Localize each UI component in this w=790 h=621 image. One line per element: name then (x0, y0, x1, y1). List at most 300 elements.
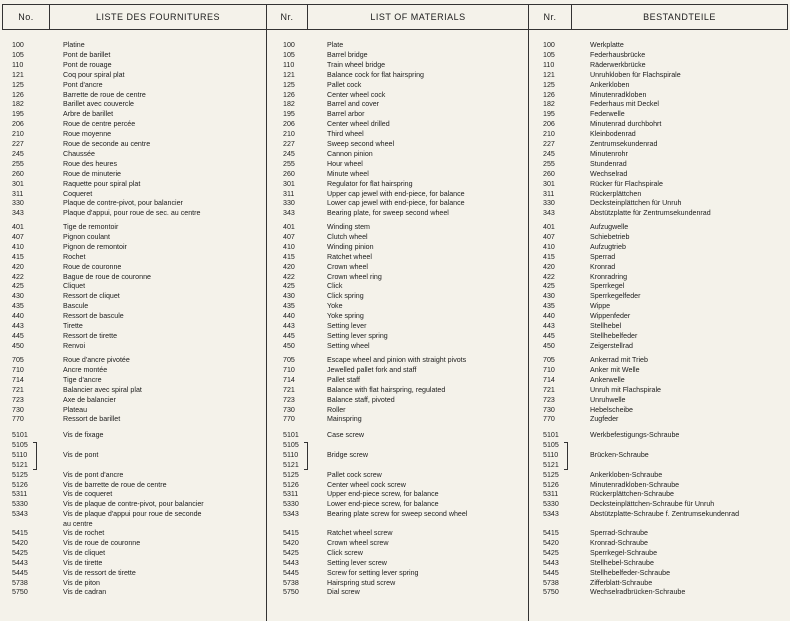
fr-part-number: 5311 (12, 490, 28, 499)
en-part-name: Center wheel cock screw (327, 480, 406, 489)
de-group-bracket (564, 442, 568, 470)
en-part-number: 330 (283, 199, 295, 208)
de-part-name: Rückerplättchen (590, 189, 642, 198)
fr-part-number: 5110 (12, 450, 28, 459)
en-part-name: Setting lever screw (327, 558, 387, 567)
fr-part-name: Vis de cliquet (63, 548, 106, 557)
fr-part-number: 415 (12, 252, 24, 261)
de-part-number: 422 (543, 272, 555, 281)
fr-part-name: Roue de couronne (63, 262, 122, 271)
fr-part-name: Ressort de tirette (63, 331, 118, 340)
en-part-number: 705 (283, 356, 295, 364)
de-part-name: Wechselrad (590, 169, 628, 178)
de-part-number: 5121 (543, 460, 559, 469)
fr-part-number: 445 (12, 331, 24, 340)
de-part-name: Aufzugtrieb (590, 242, 626, 251)
en-part-number: 430 (283, 292, 295, 301)
fr-part-number: 5330 (12, 500, 28, 509)
fr-part-number: 705 (12, 356, 24, 364)
en-part-number: 206 (283, 120, 295, 129)
de-part-name: Zifferblatt-Schraube (590, 578, 653, 587)
en-part-name: Balance staff, pivoted (327, 395, 395, 404)
fr-part-number: 210 (12, 130, 24, 139)
fr-part-name: Rochet (63, 252, 86, 261)
de-part-number: 5425 (543, 548, 559, 557)
en-part-name: Bearing plate screw for sweep second wheel (327, 510, 468, 519)
en-part-name: Hour wheel (327, 159, 363, 168)
en-part-name: Winding pinion (327, 242, 374, 251)
de-part-number: 401 (543, 223, 555, 231)
de-part-name: Sperrkegelfeder (590, 292, 641, 301)
en-part-number: 182 (283, 100, 295, 109)
en-part-number: 415 (283, 252, 295, 261)
fr-part-name: Chaussée (63, 149, 95, 158)
en-part-number: 5126 (283, 480, 299, 489)
de-part-number: 410 (543, 242, 555, 251)
de-part-number: 330 (543, 199, 555, 208)
fr-part-name: Roue moyenne (63, 130, 112, 139)
en-part-number: 227 (283, 140, 295, 148)
en-part-name: Pallet cock (327, 80, 362, 89)
en-part-name: Lower end-piece screw, for balance (327, 500, 439, 509)
de-part-number: 110 (543, 60, 555, 69)
en-part-number: 5110 (283, 450, 299, 459)
de-part-name: Federhausbrücke (590, 50, 646, 59)
fr-part-number: 5121 (12, 460, 28, 469)
fr-part-number: 5105 (12, 440, 28, 449)
header-fr-number: No. (2, 4, 50, 30)
fr-part-number: 125 (12, 80, 24, 89)
de-part-name: Sperrad-Schraube (590, 529, 648, 537)
de-part-name: Minutenrad durchbohrt (590, 120, 662, 129)
de-part-number: 435 (543, 302, 555, 311)
fr-part-name: Ancre montée (63, 365, 108, 374)
de-part-name: Ankerkloben (590, 80, 630, 89)
de-part-number: 245 (543, 149, 555, 158)
de-part-number: 5105 (543, 440, 559, 449)
de-part-name: Rücker für Flachspirale (590, 179, 663, 188)
header-en-title: LIST OF MATERIALS (307, 4, 529, 30)
en-part-number: 5101 (283, 431, 299, 439)
fr-part-number: 5738 (12, 578, 28, 587)
de-part-number: 126 (543, 90, 555, 99)
de-part-name: Unruhkloben für Flachspirale (590, 70, 681, 79)
en-part-name: Balance cock for flat hairspring (327, 70, 424, 79)
en-part-name: Crown wheel (327, 262, 369, 271)
fr-part-name: Plateau (63, 405, 88, 414)
de-part-number: 255 (543, 159, 555, 168)
de-part-number: 227 (543, 140, 555, 148)
en-part-number: 5330 (283, 500, 299, 509)
en-part-name: Minute wheel (327, 169, 369, 178)
en-part-number: 5121 (283, 460, 299, 469)
en-part-name: Upper cap jewel with end-piece, for balance (327, 189, 465, 198)
en-part-name: Ratchet wheel screw (327, 529, 393, 537)
fr-part-name: Plaque d'appui, pour roue de sec. au centre (63, 209, 201, 218)
de-part-name: Räderwerkbrücke (590, 60, 646, 69)
en-part-name: Lower cap jewel with end-piece, for balance (327, 199, 465, 208)
fr-part-name: Pignon coulant (63, 232, 110, 241)
fr-part-name: Bague de roue de couronne (63, 272, 151, 281)
en-part-number: 105 (283, 50, 295, 59)
en-part-number: 410 (283, 242, 295, 251)
fr-part-number: 420 (12, 262, 24, 271)
en-part-number: 5738 (283, 578, 299, 587)
fr-part-number: 182 (12, 100, 24, 109)
en-part-name: Barrel arbor (327, 110, 365, 119)
de-part-name: Rückerplättchen-Schraube (590, 490, 674, 499)
column-divider (528, 30, 529, 621)
en-part-name: Setting wheel (327, 341, 370, 350)
en-part-number: 435 (283, 302, 295, 311)
header-en-number: Nr. (266, 4, 308, 30)
en-part-number: 730 (283, 405, 295, 414)
en-part-name: Train wheel bridge (327, 60, 386, 69)
header-de-title: BESTANDTEILE (571, 4, 788, 30)
de-part-number: 100 (543, 41, 555, 49)
fr-part-number: 770 (12, 415, 24, 424)
de-part-name: Abstützplatte-Schraube f. Zentrumsekundenrad (590, 510, 740, 519)
de-part-number: 415 (543, 252, 555, 261)
de-part-name: Werkbefestigungs-Schraube (590, 431, 680, 439)
fr-part-number: 5415 (12, 529, 28, 537)
en-part-name: Sweep second wheel (327, 140, 395, 148)
de-part-number: 343 (543, 209, 555, 218)
en-part-name: Escape wheel and pinion with straight pivots (327, 356, 467, 364)
de-part-number: 311 (543, 189, 555, 198)
fr-part-number: 301 (12, 179, 24, 188)
de-part-number: 260 (543, 169, 555, 178)
en-part-number: 401 (283, 223, 295, 231)
de-part-name: Federhaus mit Deckel (590, 100, 659, 109)
fr-part-name: Ressort de cliquet (63, 292, 120, 301)
en-part-number: 110 (283, 60, 295, 69)
fr-part-number: 343 (12, 209, 24, 218)
fr-part-name: Vis de cadran (63, 588, 107, 597)
fr-part-number: 5101 (12, 431, 28, 439)
de-part-number: 714 (543, 375, 555, 384)
de-part-name: Zugfeder (590, 415, 619, 424)
de-part-number: 182 (543, 100, 555, 109)
en-part-name: Pallet cock screw (327, 470, 382, 479)
de-part-number: 705 (543, 356, 555, 364)
en-part-number: 770 (283, 415, 295, 424)
en-part-number: 5420 (283, 538, 299, 547)
en-part-name: Mainspring (327, 415, 362, 424)
fr-part-name: Vis de rochet (63, 529, 105, 537)
fr-part-name: Vis de barrette de roue de centre (63, 480, 167, 489)
en-part-number: 125 (283, 80, 295, 89)
en-part-name: Cannon pinion (327, 149, 373, 158)
de-part-number: 770 (543, 415, 555, 424)
fr-part-number: 5125 (12, 470, 28, 479)
de-part-name: Wippenfeder (590, 312, 631, 321)
de-part-number: 730 (543, 405, 555, 414)
en-part-number: 301 (283, 179, 295, 188)
de-part-name: Wechselradbrücken-Schraube (590, 588, 686, 597)
en-part-number: 5750 (283, 588, 299, 597)
de-part-number: 206 (543, 120, 555, 129)
de-part-number: 5125 (543, 470, 559, 479)
en-part-name: Click screw (327, 548, 363, 557)
fr-part-name: Platine (63, 41, 85, 49)
fr-part-number: 430 (12, 292, 24, 301)
de-part-name: Zentrumsekundenrad (590, 140, 658, 148)
fr-part-number: 195 (12, 110, 24, 119)
en-part-number: 255 (283, 159, 295, 168)
en-part-number: 210 (283, 130, 295, 139)
de-part-name: Aufzugwelle (590, 223, 629, 231)
en-part-number: 5125 (283, 470, 299, 479)
fr-part-name: Vis de plaque de contre-pivot, pour balancier (63, 500, 204, 509)
en-part-name: Case screw (327, 431, 365, 439)
fr-part-number: 5445 (12, 568, 28, 577)
en-part-name: Screw for setting lever spring (327, 568, 419, 577)
en-part-number: 440 (283, 312, 295, 321)
fr-part-name: Tirette (63, 322, 83, 330)
fr-part-name: Plaque de contre-pivot, pour balancier (63, 199, 183, 208)
fr-part-number: 407 (12, 232, 24, 241)
fr-part-name: Roue de minuterie (63, 169, 121, 178)
en-part-number: 311 (283, 189, 295, 198)
de-part-name: Stellhebel (590, 322, 622, 330)
de-part-number: 5101 (543, 431, 559, 439)
en-part-name: Third wheel (327, 130, 364, 139)
fr-part-number: 5443 (12, 558, 28, 567)
en-group-bracket (304, 442, 308, 470)
en-part-name: Setting lever spring (327, 331, 388, 340)
fr-part-name: Vis de roue de couronne (63, 538, 141, 547)
en-part-number: 407 (283, 232, 295, 241)
fr-part-number: 401 (12, 223, 24, 231)
en-part-name: Ratchet wheel (327, 252, 372, 261)
fr-part-name: Vis de pont d'ancre (63, 470, 124, 479)
fr-part-name: Vis de piton (63, 578, 100, 587)
fr-part-number: 260 (12, 169, 24, 178)
fr-part-number: 110 (12, 60, 24, 69)
de-part-number: 440 (543, 312, 555, 321)
de-part-number: 5445 (543, 568, 559, 577)
fr-part-name: Coqueret (63, 189, 93, 198)
en-part-number: 420 (283, 262, 295, 271)
fr-part-number: 730 (12, 405, 24, 414)
de-part-name: Werkplatte (590, 41, 624, 49)
en-part-name: Click spring (327, 292, 364, 301)
de-part-number: 5420 (543, 538, 559, 547)
fr-part-name: Vis de pont (63, 450, 99, 459)
de-part-number: 5415 (543, 529, 559, 537)
fr-part-number: 126 (12, 90, 24, 99)
en-part-name: Center wheel cock (327, 90, 386, 99)
en-part-name: Crown wheel screw (327, 538, 389, 547)
fr-part-number: 723 (12, 395, 24, 404)
en-part-name: Bearing plate, for sweep second wheel (327, 209, 449, 218)
de-part-name: Stellhebelfeder-Schraube (590, 568, 671, 577)
de-part-name: Stundenrad (590, 159, 627, 168)
en-part-number: 126 (283, 90, 295, 99)
fr-group-bracket (33, 442, 37, 470)
de-part-name: Minutenrohr (590, 149, 628, 158)
column-divider (266, 30, 267, 621)
en-part-number: 710 (283, 365, 295, 374)
fr-part-name: Vis de tirette (63, 558, 103, 567)
fr-part-number: 425 (12, 282, 24, 291)
de-part-number: 710 (543, 365, 555, 374)
fr-part-number: 710 (12, 365, 24, 374)
fr-part-name: Barrette de roue de centre (63, 90, 146, 99)
en-part-number: 195 (283, 110, 295, 119)
en-part-number: 425 (283, 282, 295, 291)
de-part-number: 450 (543, 341, 555, 350)
de-part-name: Sperrad (590, 252, 616, 261)
fr-part-number: 410 (12, 242, 24, 251)
en-part-number: 450 (283, 341, 295, 350)
fr-part-name: Pont de rouage (63, 60, 112, 69)
fr-part-number: 227 (12, 140, 24, 148)
fr-part-number: 5126 (12, 480, 28, 489)
fr-part-name: Ressort de bascule (63, 312, 124, 321)
en-part-name: Pallet staff (327, 375, 360, 384)
de-part-number: 301 (543, 179, 555, 188)
en-part-number: 5311 (283, 490, 299, 499)
en-part-name: Regulator for flat hairspring (327, 179, 413, 188)
en-part-number: 714 (283, 375, 295, 384)
de-part-number: 721 (543, 385, 555, 394)
fr-part-number: 330 (12, 199, 24, 208)
de-part-number: 723 (543, 395, 555, 404)
de-part-name: Brücken-Schraube (590, 450, 649, 459)
de-part-name: Minutenradkloben-Schraube (590, 480, 680, 489)
en-part-number: 443 (283, 322, 295, 330)
en-part-number: 5105 (283, 440, 299, 449)
en-part-number: 721 (283, 385, 295, 394)
de-part-name: Kronradring (590, 272, 628, 281)
de-part-number: 407 (543, 232, 555, 241)
en-part-name: Hairspring stud screw (327, 578, 396, 587)
de-part-number: 125 (543, 80, 555, 89)
fr-part-number: 5425 (12, 548, 28, 557)
de-part-number: 420 (543, 262, 555, 271)
de-part-name: Decksteinplättchen für Unruh (590, 199, 682, 208)
en-part-number: 260 (283, 169, 295, 178)
de-part-name: Ankerwelle (590, 375, 625, 384)
de-part-number: 5343 (543, 510, 559, 519)
de-part-name: Sperrkegel-Schraube (590, 548, 658, 557)
de-part-number: 430 (543, 292, 555, 301)
de-part-number: 121 (543, 70, 555, 79)
en-part-name: Barrel bridge (327, 50, 368, 59)
en-part-number: 343 (283, 209, 295, 218)
fr-part-number: 714 (12, 375, 24, 384)
fr-part-name: Pont de barillet (63, 50, 111, 59)
fr-part-name: Vis de fixage (63, 431, 104, 439)
fr-part-name: Ressort de barillet (63, 415, 121, 424)
de-part-name: Stellhebelfeder (590, 331, 638, 340)
fr-part-name: Roue d'ancre pivotée (63, 356, 130, 364)
fr-part-number: 100 (12, 41, 24, 49)
en-part-name: Setting lever (327, 322, 367, 330)
en-part-number: 5445 (283, 568, 299, 577)
en-part-number: 723 (283, 395, 295, 404)
fr-part-number: 435 (12, 302, 24, 311)
en-part-number: 5443 (283, 558, 299, 567)
de-part-name: Hebelscheibe (590, 405, 633, 414)
fr-part-name: Renvoi (63, 341, 86, 350)
de-part-number: 5311 (543, 490, 559, 499)
de-part-number: 443 (543, 322, 555, 330)
de-part-name: Ankerkloben-Schraube (590, 470, 663, 479)
en-part-number: 445 (283, 331, 295, 340)
fr-part-name: Tige d'ancre (63, 375, 102, 384)
en-part-name: Balance with flat hairspring, regulated (327, 385, 446, 394)
de-part-number: 5443 (543, 558, 559, 567)
de-part-number: 195 (543, 110, 555, 119)
de-part-number: 5750 (543, 588, 559, 597)
de-part-number: 445 (543, 331, 555, 340)
en-part-number: 245 (283, 149, 295, 158)
de-part-number: 105 (543, 50, 555, 59)
en-part-number: 121 (283, 70, 295, 79)
de-part-name: Sperrkegel (590, 282, 625, 291)
en-part-number: 422 (283, 272, 295, 281)
en-part-name: Barrel and cover (327, 100, 380, 109)
en-part-number: 5343 (283, 510, 299, 519)
en-part-number: 5425 (283, 548, 299, 557)
de-part-number: 5330 (543, 500, 559, 509)
de-part-name: Minutenradkloben (590, 90, 647, 99)
fr-part-number: 422 (12, 272, 24, 281)
de-part-number: 5126 (543, 480, 559, 489)
de-part-name: Federwelle (590, 110, 625, 119)
de-part-number: 210 (543, 130, 555, 139)
de-part-name: Zeigerstellrad (590, 341, 633, 350)
fr-part-name: Bascule (63, 302, 89, 311)
de-part-number: 5110 (543, 450, 559, 459)
fr-part-name: Vis de ressort de tirette (63, 568, 136, 577)
fr-part-name: Pont d'ancre (63, 80, 103, 89)
fr-part-name: Raquette pour spiral plat (63, 179, 141, 188)
header-fr-title: LISTE DES FOURNITURES (49, 4, 267, 30)
de-part-name: Schiebetrieb (590, 232, 630, 241)
en-part-name: Click (327, 282, 343, 291)
fr-part-number: 443 (12, 322, 24, 330)
de-part-name: Kronrad (590, 262, 616, 271)
header-de-number: Nr. (528, 4, 572, 30)
fr-part-number: 5420 (12, 538, 28, 547)
fr-part-name: Arbre de barillet (63, 110, 114, 119)
fr-part-number: 121 (12, 70, 24, 79)
fr-part-number: 721 (12, 385, 24, 394)
en-part-name: Yoke spring (327, 312, 364, 321)
fr-part-number: 206 (12, 120, 24, 129)
en-part-name: Winding stem (327, 223, 370, 231)
fr-part-name: Barillet avec couvercle (63, 100, 134, 109)
fr-part-number: 105 (12, 50, 24, 59)
de-part-name: Wippe (590, 302, 611, 311)
de-part-name: Stellhebel-Schraube (590, 558, 654, 567)
de-part-name: Decksteinplättchen-Schraube für Unruh (590, 500, 715, 509)
en-part-number: 5415 (283, 529, 299, 537)
fr-part-name: Tige de remontoir (63, 223, 119, 231)
de-part-name: Anker mit Welle (590, 365, 640, 374)
fr-part-number: 440 (12, 312, 24, 321)
en-part-name: Dial screw (327, 588, 360, 597)
fr-part-number: 5343 (12, 510, 28, 519)
fr-part-name: Coq pour spiral plat (63, 70, 125, 79)
fr-part-name: Vis de plaque d'appui pour roue de seconde (63, 510, 202, 519)
fr-part-name: Pignon de remontoir (63, 242, 127, 251)
en-part-name: Yoke (327, 302, 343, 311)
